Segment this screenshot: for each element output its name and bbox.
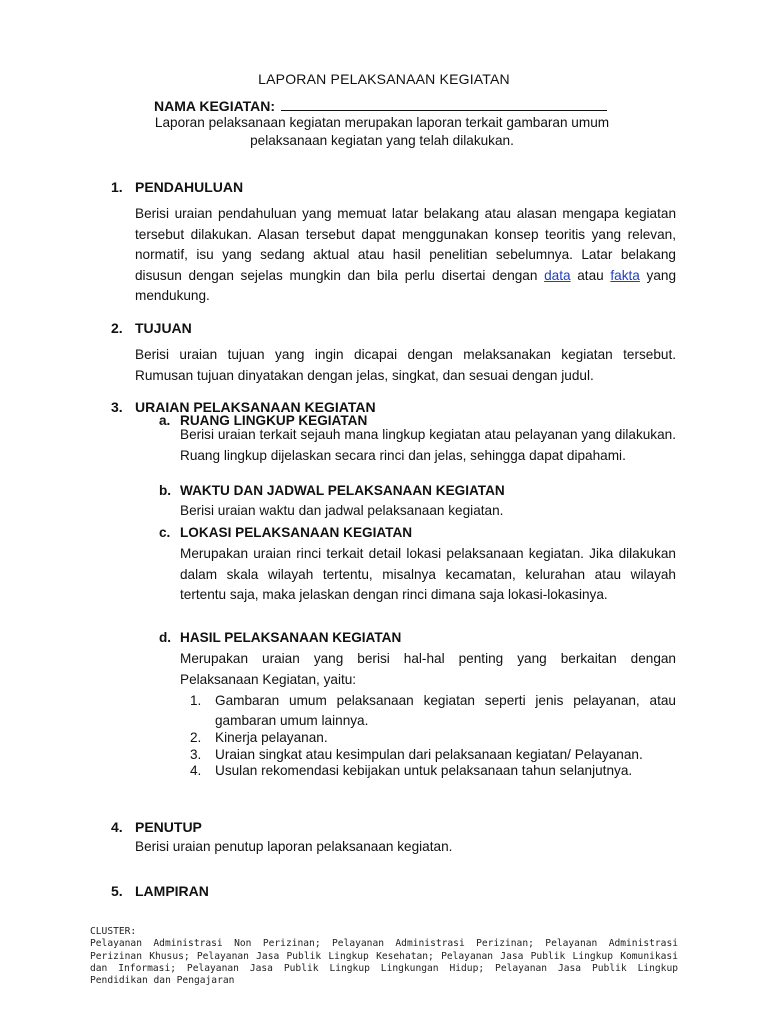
pendahuluan-text: Berisi uraian pendahuluan yang memuat latar belakang atau alasan mengapa kegiatan tersebut dilakukan. Alasan tersebut dapat menggunakan konsep teoritis yang relevan, normatif, isu yang sedang aktual atau hasil penelitian sebelumnya. Latar belakang disusun dengan sejelas mungkin dan bila perlu disertai dengan: [135, 206, 676, 283]
list-item-number: 1.: [190, 693, 202, 708]
section-title: TUJUAN: [135, 320, 192, 336]
section-number: 3.: [111, 399, 123, 415]
activity-name-field: [154, 97, 607, 114]
section-heading-lampiran: [111, 883, 209, 899]
list-item: [190, 731, 676, 745]
subsection-text-waktu-jadwal: Berisi uraian waktu dan jadwal pelaksanaan kegiatan.: [180, 503, 504, 518]
subsection-text-hasil: Merupakan uraian yang berisi hal-hal penting yang berkaitan dengan Pelaksanaan Kegiatan, yaitu:: [180, 651, 676, 687]
section-title: PENDAHULUAN: [135, 179, 244, 195]
subsection-text-lokasi: Merupakan uraian rinci terkait detail lokasi pelaksanaan kegiatan. Jika dilakukan dalam skala wilayah tertentu, misalnya kecamatan, kelurahan atau wilayah tertentu saja, maka jelaskan dengan rinci dimana saja lokasi-lokasinya.: [180, 546, 676, 602]
section-text-penutup: Berisi uraian penutup laporan pelaksanaan kegiatan.: [135, 839, 453, 854]
list-item-text: Gambaran umum pelaksanaan kegiatan seperti jenis pelayanan, atau gambaran umum lainnya.: [215, 693, 676, 728]
list-item-text: Kinerja pelayanan.: [215, 730, 328, 745]
section-number: 2.: [111, 320, 123, 336]
section-title: URAIAN PELAKSANAAN KEGIATAN: [135, 399, 376, 415]
subsection-text-ruang-lingkup: Berisi uraian terkait sejauh mana lingkup kegiatan atau pelayanan yang dilakukan. Ruang lingkup dijelaskan secara rinci dan jelas, sehingga dapat dipahami.: [180, 427, 676, 463]
list-item-number: 4.: [190, 763, 202, 778]
cluster-footer: [90, 926, 678, 987]
intro-line-1: Laporan pelaksanaan kegiatan merupakan laporan terkait gambaran umum: [154, 115, 610, 130]
section-heading-penutup: [111, 819, 202, 835]
subsection-heading-waktu-jadwal: [159, 483, 505, 498]
list-item: [190, 761, 676, 781]
list-item: [190, 691, 676, 731]
subsection-title: WAKTU DAN JADWAL PELAKSANAAN KEGIATAN: [180, 483, 505, 498]
section-heading-tujuan: [111, 320, 192, 336]
subsection-letter: d.: [159, 630, 172, 645]
activity-name-label: NAMA KEGIATAN:: [154, 98, 276, 114]
cluster-text: Pelayanan Administrasi Non Perizinan; Pelayanan Administrasi Perizinan; Pelayanan Administrasi Perizinan Khusus; Pelayanan Jasa Publik Lingkup Kesehatan; Pelayanan Jasa Publik Lingkup Komunikasi dan Informasi; Pelayanan Jasa Publik Lingkup Lingkungan Hidup; Pelayanan Jasa Publik Lingkup Pendidikan dan Pengajaran: [90, 938, 678, 987]
list-item-text: Uraian singkat atau kesimpulan dari pelaksanaan kegiatan/ Pelayanan.: [215, 747, 643, 762]
pendahuluan-ending: yang mendukung.: [135, 267, 677, 303]
section-text-tujuan: Berisi uraian tujuan yang ingin dicapai dengan melaksanakan kegiatan tersebut. Rumusan tujuan dinyatakan dengan jelas, singkat, dan sesuai dengan judul.: [135, 347, 676, 383]
subsection-title: RUANG LINGKUP KEGIATAN: [180, 413, 368, 428]
section-title: LAMPIRAN: [135, 883, 209, 899]
document-title: LAPORAN PELAKSANAAN KEGIATAN: [258, 71, 510, 87]
list-item-number: 3.: [190, 747, 202, 762]
subsection-letter: b.: [159, 483, 172, 498]
pendahuluan-connector: atau: [577, 267, 604, 283]
list-item-number: 2.: [190, 730, 202, 745]
subsection-heading-lokasi: [159, 525, 412, 540]
section-text-pendahuluan: [135, 204, 676, 307]
data-link[interactable]: data: [544, 267, 571, 283]
subsection-heading-hasil: [159, 630, 401, 645]
subsection-letter: c.: [159, 525, 171, 540]
activity-name-blank-line: [281, 97, 607, 111]
hasil-list: [190, 691, 676, 781]
intro-text: [120, 114, 644, 149]
cluster-label: CLUSTER:: [90, 926, 137, 937]
fakta-link[interactable]: fakta: [610, 267, 640, 283]
section-number: 1.: [111, 179, 123, 195]
subsection-letter: a.: [159, 413, 171, 428]
section-heading-pendahuluan: [111, 179, 243, 195]
section-number: 5.: [111, 883, 123, 899]
list-item-text: Usulan rekomendasi kebijakan untuk pelaksanaan tahun selanjutnya.: [215, 763, 633, 778]
subsection-title: LOKASI PELAKSANAAN KEGIATAN: [180, 525, 413, 540]
section-number: 4.: [111, 819, 123, 835]
section-title: PENUTUP: [135, 819, 202, 835]
subsection-title: HASIL PELAKSANAAN KEGIATAN: [180, 630, 402, 645]
intro-line-2: pelaksanaan kegiatan yang telah dilakukan.: [250, 132, 514, 148]
